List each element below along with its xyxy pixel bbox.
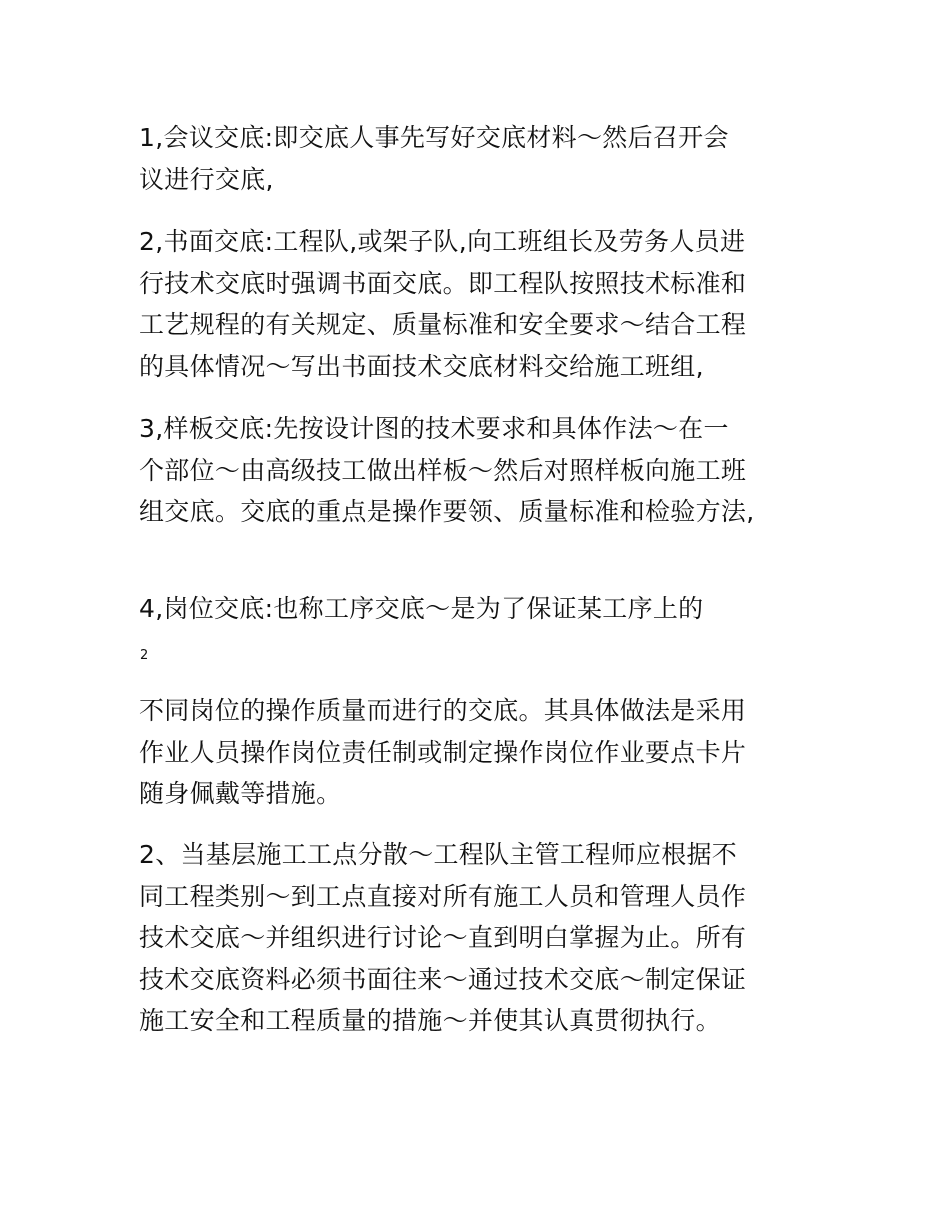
text-line: 议进行交底, [139,164,274,194]
paragraph-site-briefing [139,834,829,1042]
paragraph-post-briefing-continued [139,690,829,815]
text-line: 随身佩戴等措施。 [139,779,342,808]
text-line: 个部位～由高级技工做出样板～然后对照样板向施工班 [139,455,747,485]
text-line: 行技术交底时强调书面交底。即工程队按照技术标准和 [139,268,747,298]
text-line: 组交底。交底的重点是操作要领、质量标准和检验方法, [139,497,755,526]
text-line: 工艺规程的有关规定、质量标准和安全要求～结合工程 [139,310,747,339]
text-line: 2、当基层施工工点分散～工程队主管工程师应根据不 [139,840,738,869]
text-line: 2,书面交底:工程队,或架子队,向工班组长及劳务人员进 [139,227,746,256]
text-line: 技术交底资料必须书面往来～通过技术交底～制定保证 [139,964,747,994]
text-line: 3,样板交底:先按设计图的技术要求和具体作法～在一 [139,414,729,443]
paragraph-sample-briefing [139,408,829,533]
text-line: 作业人员操作岗位责任制或制定操作岗位作业要点卡片 [139,737,747,767]
page-number: 2 [140,648,149,663]
text-line: 技术交底～并组织进行讨论～直到明白掌握为止。所有 [139,923,747,952]
text-line: 施工安全和工程质量的措施～并使其认真贯彻执行。 [139,1006,721,1035]
text-line: 4,岗位交底:也称工序交底～是为了保证某工序上的 [139,594,704,623]
text-line: 1,会议交底:即交底人事先写好交底材料～然后召开会 [139,123,729,152]
paragraph-post-briefing [139,588,829,630]
text-line: 的具体情况～写出书面技术交底材料交给施工班组, [139,351,704,381]
paragraph-meeting-briefing [139,117,829,200]
text-line: 同工程类别～到工点直接对所有施工人员和管理人员作 [139,881,747,911]
paragraph-written-briefing [139,221,829,387]
text-line: 不同岗位的操作质量而进行的交底。其具体做法是采用 [139,696,747,725]
